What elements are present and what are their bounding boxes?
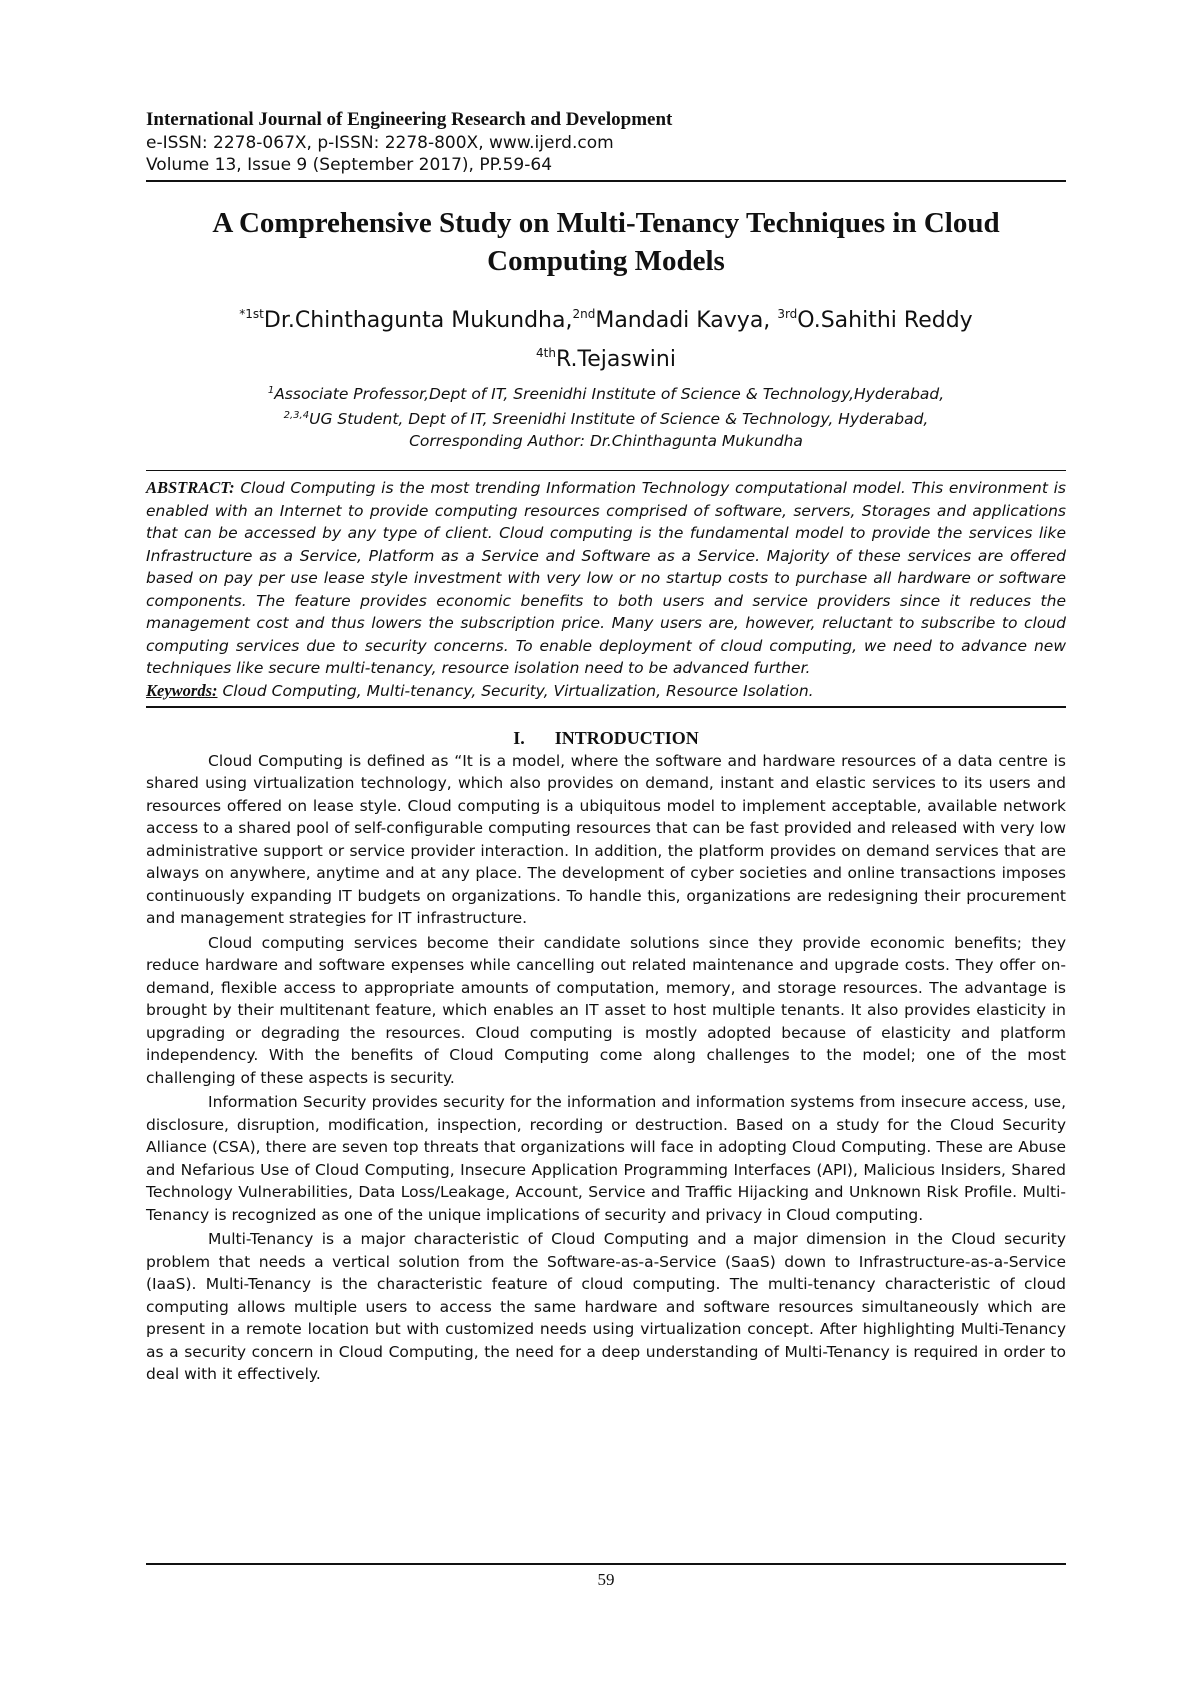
affiliation-1-marker: 1 [267,385,275,396]
author-3-ordinal: 3rd [777,307,798,321]
abstract-top-divider [146,470,1066,471]
author-line-2 [146,337,1066,376]
author-3-name: O.Sahithi Reddy [797,308,973,333]
author-line-1 [146,298,1066,337]
journal-volume: Volume 13, Issue 9 (September 2017), PP.59-64 [146,155,553,175]
author-4-name: R.Tejaswini [556,347,676,372]
header-divider [146,180,1066,182]
section-title: INTRODUCTION [554,727,699,748]
intro-paragraph-2: Cloud computing services become their candidate solutions since they provide economic benefits; they reduce hardware and software expenses while cancelling out related maintenance and upgrade costs. They offer on-demand, flexible access to appropriate amounts of computation, memory, and storage resources. The advantage is brought by their multitenant feature, which enables an IT asset to host multiple tenants. It also provides elasticity in upgrading or degrading the resources. Cloud computing is mostly adopted because of elasticity and platform independency. With the benefits of Cloud Computing come along challenges to the model; one of the most challenging of these aspects is security. [146,933,1066,1087]
author-1-name: Dr.Chinthagunta Mukundha, [263,308,573,333]
paper-page [146,108,1066,1386]
abstract-text: Cloud Computing is the most trending Information Technology computational model. This environment is enabled with an Internet to provide computing resources comprised of software, servers, Storages and applications that can be accessed by any type of client. Cloud computing is the fundamental model to provide the services like Infrastructure as a Service, Platform as a Service and Software as a Service. Majority of these services are offered based on pay per use lease style investment with very low or no startup costs to purchase all hardware or software components. The feature provides economic benefits to both users and service providers since it reduces the management cost and thus lowers the subscription price. Many users are, however, reluctant to subscribe to cloud computing services due to security concerns. To enable deployment of cloud computing, we need to advance new techniques like secure multi-tenancy, resource isolation need to be advanced further. [146,479,1066,677]
intro-paragraph-3: Information Security provides security for the information and information systems from insecure access, use, disclosure, disruption, modification, inspection, recording or destruction. Based on a study for the Cloud Security Alliance (CSA), there are seven top threats that organizations will face in adopting Cloud Computing. These are Abuse and Nefarious Use of Cloud Computing, Insecure Application Programming Interfaces (API), Malicious Insiders, Shared Technology Vulnerabilities, Data Loss/Leakage, Account, Service and Traffic Hijacking and Unknown Risk Profile. Multi-Tenancy is recognized as one of the unique implications of security and privacy in Cloud computing. [146,1093,1066,1224]
abstract-label: ABSTRACT: [146,478,235,497]
abstract-bottom-divider [146,706,1066,708]
page-number: 59 [597,1570,615,1589]
affiliation-2 [146,405,1066,430]
intro-paragraph-4: Multi-Tenancy is a major characteristic of Cloud Computing and a major dimension in the Cloud security problem that needs a vertical solution from the Software-as-a-Service (SaaS) down to Infrastructure-as-a-Service (IaaS). Multi-Tenancy is the characteristic feature of cloud computing. The multi-tenancy characteristic of cloud computing allows multiple users to access the same hardware and software resources simultaneously which are present in a remote location but with customized needs using virtualization concept. After highlighting Multi-Tenancy as a security concern in Cloud Computing, the need for a deep understanding of Multi-Tenancy is required in order to deal with it effectively. [146,1230,1066,1383]
author-2-ordinal: 2nd [572,307,596,321]
affiliation-2-text: UG Student, Dept of IT, Sreenidhi Institute of Science & Technology, Hyderabad, [309,410,929,428]
author-1-ordinal: *1st [239,307,264,321]
corresponding-author: Corresponding Author: Dr.Chinthagunta Mukundha [409,432,803,450]
author-2-name: Mandadi Kavya, [595,308,771,333]
author-list [146,298,1066,376]
keywords-label: Keywords: [146,680,218,700]
affiliations [146,380,1066,452]
keywords-text: Cloud Computing, Multi-tenancy, Security, Virtualization, Resource Isolation. [222,681,814,700]
journal-name: International Journal of Engineering Research and Development [146,109,673,130]
journal-issn: e-ISSN: 2278-067X, p-ISSN: 2278-800X, www.ijerd.com [146,133,614,153]
affiliation-1-text: Associate Professor,Dept of IT, Sreenidhi Institute of Science & Technology,Hyderabad, [274,385,945,403]
affiliation-2-marker: 2,3,4 [283,410,310,421]
keywords [146,680,1066,702]
affiliation-1 [146,380,1066,405]
footer-divider [146,1563,1066,1565]
section-number: I. [513,727,525,748]
section-heading [146,726,1066,750]
author-4-ordinal: 4th [536,346,556,360]
paper-title: A Comprehensive Study on Multi-Tenancy Techniques in Cloud Computing Models [212,207,1000,277]
intro-paragraph-1: Cloud Computing is defined as “It is a model, where the software and hardware resources of a data centre is shared using virtualization technology, which also provides on demand, instant and elastic services to its users and resources offered on lease style. Cloud computing is a ubiquitous model to implement acceptable, available network access to a shared pool of self-configurable computing resources that can be fast provided and released with very low administrative support or service provider interaction. In addition, the platform provides on demand services that are always on anywhere, anytime and at any place. The development of cyber societies and online transactions imposes continuously expanding IT budgets on organizations. To handle this, organizations are redesigning their procurement and management strategies for IT infrastructure. [146,751,1066,927]
abstract [146,477,1066,680]
